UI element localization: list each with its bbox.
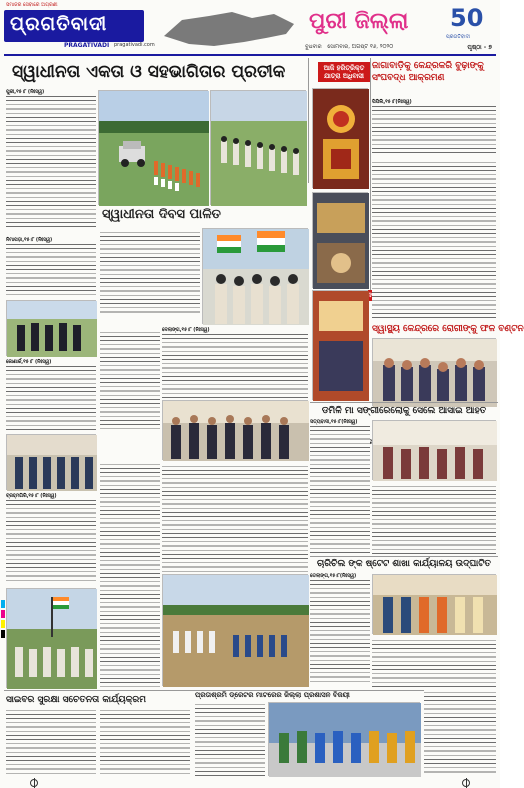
hospital-photo	[372, 338, 496, 406]
celebration-headline: ସ୍ୱାଧୀନତା ଦିବସ ପାଳିତ	[102, 207, 221, 222]
anniversary-badge	[442, 4, 494, 48]
article-column	[100, 330, 160, 430]
flag-rally-photo	[202, 228, 308, 324]
article-lead: ପୁରୀ,୧୫।୮ (ନିଃସ୍ୱ)	[6, 90, 96, 96]
district-title: ପୁରୀ ଜିଲ୍ଲା	[309, 9, 409, 34]
article-column	[6, 90, 96, 228]
registration-mark	[30, 779, 38, 787]
article-column	[424, 690, 496, 776]
cmyk-magenta	[1, 610, 5, 618]
parade-ground-photo	[162, 574, 308, 686]
main-headline: ସ୍ୱାଧୀନତା ଏକତା ଓ ସହଭାଗିତାର ପ୍ରତୀକ	[12, 62, 286, 82]
logo-latin: PRAGATIVADI	[64, 42, 110, 49]
logo-text: ପ୍ରଗତିବାଦୀ	[10, 13, 108, 35]
article-lead: ବ୍ରହ୍ମଗିରି,୧୫।୮ (ନିଃସ୍ୱ)	[6, 494, 96, 500]
article-lead: ସତ୍ୟବାଦୀ,୧୫।୮(ନିଃସ୍ୱ)	[310, 420, 370, 426]
weekday: ବୁଧବାର	[305, 44, 322, 50]
article-column	[6, 494, 96, 584]
article-lead: କୋଣାର୍କ,୧୫।୮ (ନିଃସ୍ୱ)	[6, 360, 96, 366]
article-column	[6, 360, 96, 430]
cyber-headline: ସାଇବର ସୁରକ୍ଷା ସଚେତନତା କାର୍ଯ୍ୟକ୍ରମ	[6, 695, 146, 705]
rescue-headline: ଡମିଳି ମା ସଙ୍ଗୀରେଲୋକୁ ସେଲେ ଆସାଇ ଆହତ	[321, 406, 487, 416]
logo	[4, 10, 144, 42]
page-number: ପୃଷ୍ଠା - ୭	[467, 44, 492, 51]
article-column	[100, 462, 160, 688]
site-url: pragativadi.com	[114, 42, 155, 48]
anniversary-number: 50	[450, 4, 484, 32]
kids-headline: ପ୍ରତାଶ୍ରମି ଡ୍ରେଟର ମାଟରେର ଜିଲ୍ଲା ପ୍ରଶାସନ ବିଜୟୀ	[195, 691, 350, 699]
flag-hoisting-photo	[6, 588, 96, 688]
article-column	[372, 484, 496, 556]
article-lead: ଡେଲାଙ୍ଗ,୧୫।୮(ନିଃସ୍ୱ)	[310, 574, 370, 580]
stage-photo	[312, 290, 368, 400]
article-column	[372, 638, 496, 688]
map-icon	[154, 8, 304, 50]
cmyk-yellow	[1, 620, 5, 628]
article-column	[372, 100, 496, 155]
article-lead: ନିମାପଡ଼ା,୧୫।୮ (ନିଃସ୍ୱ)	[6, 238, 96, 244]
kids-photo	[268, 702, 420, 776]
hall-photo	[372, 420, 496, 480]
march-photo	[210, 90, 306, 205]
hospital-headline: ସ୍ୱାସ୍ଥ୍ୟ କେନ୍ଦ୍ରରେ ରୋଗୀଙ୍କୁ ଫଳ ବଣ୍ଟନ	[372, 324, 524, 334]
mid-headline: ଆଜି ହରିତ୍ରିକ୍ତ ଯାତ୍ରା ଅଧିବାସୀ	[318, 62, 370, 82]
festival-photo	[312, 88, 368, 188]
cmyk-cyan	[1, 600, 5, 608]
date: ସୋମବାର, ଅଗଷ୍ଟ ୧୬, ୨୦୨୦	[327, 44, 394, 50]
article-column	[6, 238, 96, 298]
divider	[308, 58, 309, 183]
ceremony-photo	[6, 300, 96, 356]
anniversary-text: ପ୍ରଗତିବାଦୀ	[446, 34, 471, 40]
article-column	[100, 708, 190, 776]
divider	[310, 556, 498, 557]
market-photo	[312, 192, 368, 288]
article-column	[162, 464, 308, 572]
masthead-rule	[4, 54, 496, 56]
inauguration-photo	[372, 574, 496, 634]
article-lead: ପିପିଲି,୧୫।୮(ନିଃସ୍ୱ)	[372, 100, 496, 106]
divider	[370, 58, 371, 298]
school-photo	[6, 434, 96, 490]
footer	[0, 778, 500, 788]
article-column	[6, 708, 96, 776]
article-column	[310, 574, 370, 684]
cmyk-black	[1, 630, 5, 638]
article-column	[162, 328, 308, 398]
side-headline: ଜାଗାବାଡ଼ିକୁ କେନ୍ଦ୍ରକରି ବୁଢ଼ାଙ୍କୁ ସଂଘବଦ୍ଧ ଆକ୍ରମଣ	[372, 61, 484, 83]
article-column	[372, 160, 496, 320]
article-column	[310, 420, 370, 555]
article-column	[195, 702, 265, 776]
group-photo	[162, 400, 308, 460]
branch-headline: ଚାରିଚିଲ ଙ୍କ ଷ୍ଟେଟ ଶାଖା କାର୍ଯ୍ୟାଳୟ ଉଦ୍‌ଘାଟିତ	[317, 559, 491, 569]
divider	[310, 402, 498, 403]
registration-mark	[462, 779, 470, 787]
parade-photo	[98, 90, 208, 205]
article-column	[100, 230, 200, 315]
article-lead: ଦେଲାଙ୍ଗ,୧୫।୮ (ନିଃସ୍ୱ)	[162, 328, 308, 334]
tagline: ସମାଜର ସେବାରେ ଅଗ୍ରଣୀ	[6, 2, 58, 8]
